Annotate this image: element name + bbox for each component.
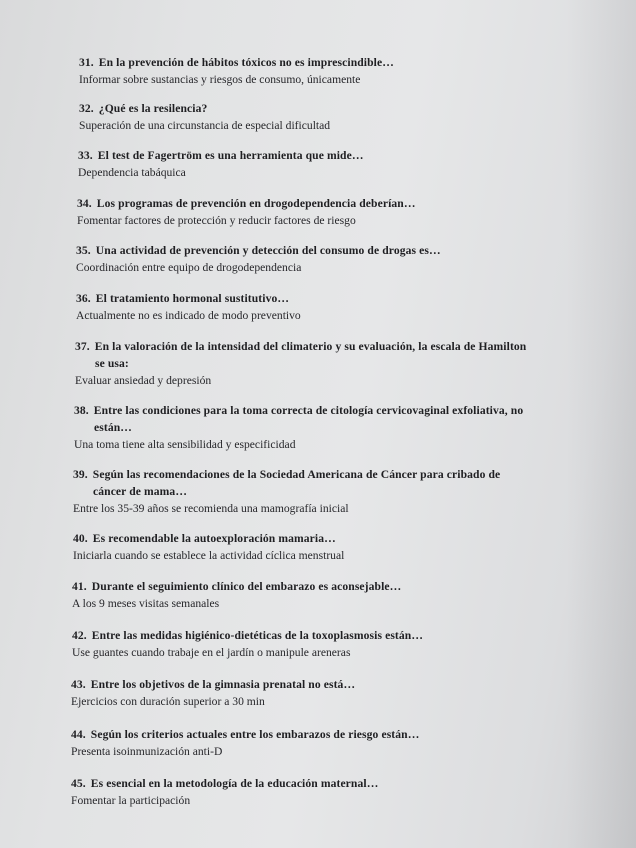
- question-number: 39.: [73, 468, 88, 481]
- question-text: Según los criterios actuales entre los embarazos de riesgo están…: [90, 728, 420, 741]
- question-text: En la prevención de hábitos tóxicos no es imprescindible…: [98, 56, 394, 69]
- question-number: 42.: [72, 629, 87, 642]
- answer-text: Superación de una circunstancia de especial dificultad: [79, 119, 331, 132]
- question-title: [76, 290, 301, 307]
- question-number: 45.: [71, 777, 86, 790]
- question-title: [72, 578, 401, 595]
- question-34: [77, 195, 416, 228]
- question-text-continued: están…: [94, 421, 132, 434]
- question-title: [71, 726, 419, 743]
- question-36: [76, 290, 301, 323]
- question-number: 44.: [71, 728, 86, 741]
- question-number: 40.: [73, 532, 88, 545]
- question-40: [73, 530, 344, 563]
- question-title: [71, 775, 378, 792]
- answer-text: Fomentar la participación: [71, 794, 191, 807]
- answer-text: Ejercicios con duración superior a 30 min: [71, 695, 265, 708]
- question-title: [72, 627, 423, 644]
- question-text: Durante el seguimiento clínico del embarazo es aconsejable…: [91, 580, 402, 593]
- question-35: [76, 242, 441, 275]
- answer-text: Evaluar ansiedad y depresión: [75, 374, 212, 387]
- question-44: [71, 726, 419, 759]
- question-text: Los programas de prevención en drogodependencia deberían…: [96, 197, 416, 210]
- question-text: Es esencial en la metodología de la educación maternal…: [90, 777, 379, 790]
- question-text: Es recomendable la autoexploración mamaria…: [92, 532, 336, 545]
- answer-text: Fomentar factores de protección y reducir factores de riesgo: [77, 214, 356, 227]
- question-33: [78, 147, 364, 180]
- answer-text: Entre los 35-39 años se recomienda una mamografía inicial: [73, 502, 349, 515]
- answer-text: A los 9 meses visitas semanales: [72, 597, 220, 610]
- answer-text: Actualmente no es indicado de modo preventivo: [76, 309, 301, 322]
- question-text: El test de Fagertröm es una herramienta que mide…: [97, 149, 364, 162]
- question-title: [75, 338, 526, 372]
- question-number: 32.: [79, 102, 94, 115]
- question-number: 41.: [72, 580, 87, 593]
- question-title: [74, 402, 523, 436]
- question-text: Según las recomendaciones de la Sociedad Americana de Cáncer para cribado de: [92, 468, 501, 481]
- question-43: [71, 676, 355, 709]
- question-text: ¿Qué es la resilencia?: [98, 102, 208, 115]
- answer-text: Coordinación entre equipo de drogodependencia: [76, 261, 302, 274]
- question-text: Entre las condiciones para la toma correcta de citología cervicovaginal exfoliativa, no: [93, 404, 524, 417]
- question-42: [72, 627, 423, 660]
- answer-text: Dependencia tabáquica: [78, 166, 186, 179]
- question-title: [71, 676, 355, 693]
- question-number: 34.: [77, 197, 92, 210]
- question-text: Una actividad de prevención y detección del consumo de drogas es…: [95, 244, 441, 257]
- question-45: [71, 775, 378, 808]
- question-title: [76, 242, 441, 259]
- question-title: [73, 466, 500, 500]
- question-title: [77, 195, 416, 212]
- question-number: 37.: [75, 340, 90, 353]
- question-number: 38.: [74, 404, 89, 417]
- question-number: 33.: [78, 149, 93, 162]
- question-title: [73, 530, 344, 547]
- question-39: [73, 466, 500, 516]
- question-32: [79, 100, 330, 133]
- question-title: [78, 147, 364, 164]
- question-31: [79, 54, 394, 87]
- question-41: [72, 578, 401, 611]
- question-text: Entre las medidas higiénico-dietéticas de la toxoplasmosis están…: [91, 629, 424, 642]
- answer-text: Presenta isoinmunización anti-D: [71, 745, 223, 758]
- question-text-continued: se usa:: [95, 357, 129, 370]
- question-38: [74, 402, 523, 452]
- question-title: [79, 100, 330, 117]
- question-number: 35.: [76, 244, 91, 257]
- question-text: En la valoración de la intensidad del climaterio y su evaluación, la escala de Hamilton: [94, 340, 527, 353]
- answer-text: Informar sobre sustancias y riesgos de consumo, únicamente: [79, 73, 361, 86]
- question-text: Entre los objetivos de la gimnasia prenatal no está…: [90, 678, 356, 691]
- question-number: 43.: [71, 678, 86, 691]
- question-text-continued: cáncer de mama…: [93, 485, 188, 498]
- question-title: [79, 54, 394, 71]
- answer-text: Una toma tiene alta sensibilidad y especificidad: [74, 438, 296, 451]
- question-text: El tratamiento hormonal sustitutivo…: [95, 292, 290, 305]
- answer-text: Iniciarla cuando se establece la actividad cíclica menstrual: [73, 549, 345, 562]
- question-37: [75, 338, 526, 388]
- answer-text: Use guantes cuando trabaje en el jardín o manipule areneras: [72, 646, 351, 659]
- question-number: 31.: [79, 56, 94, 69]
- question-number: 36.: [76, 292, 91, 305]
